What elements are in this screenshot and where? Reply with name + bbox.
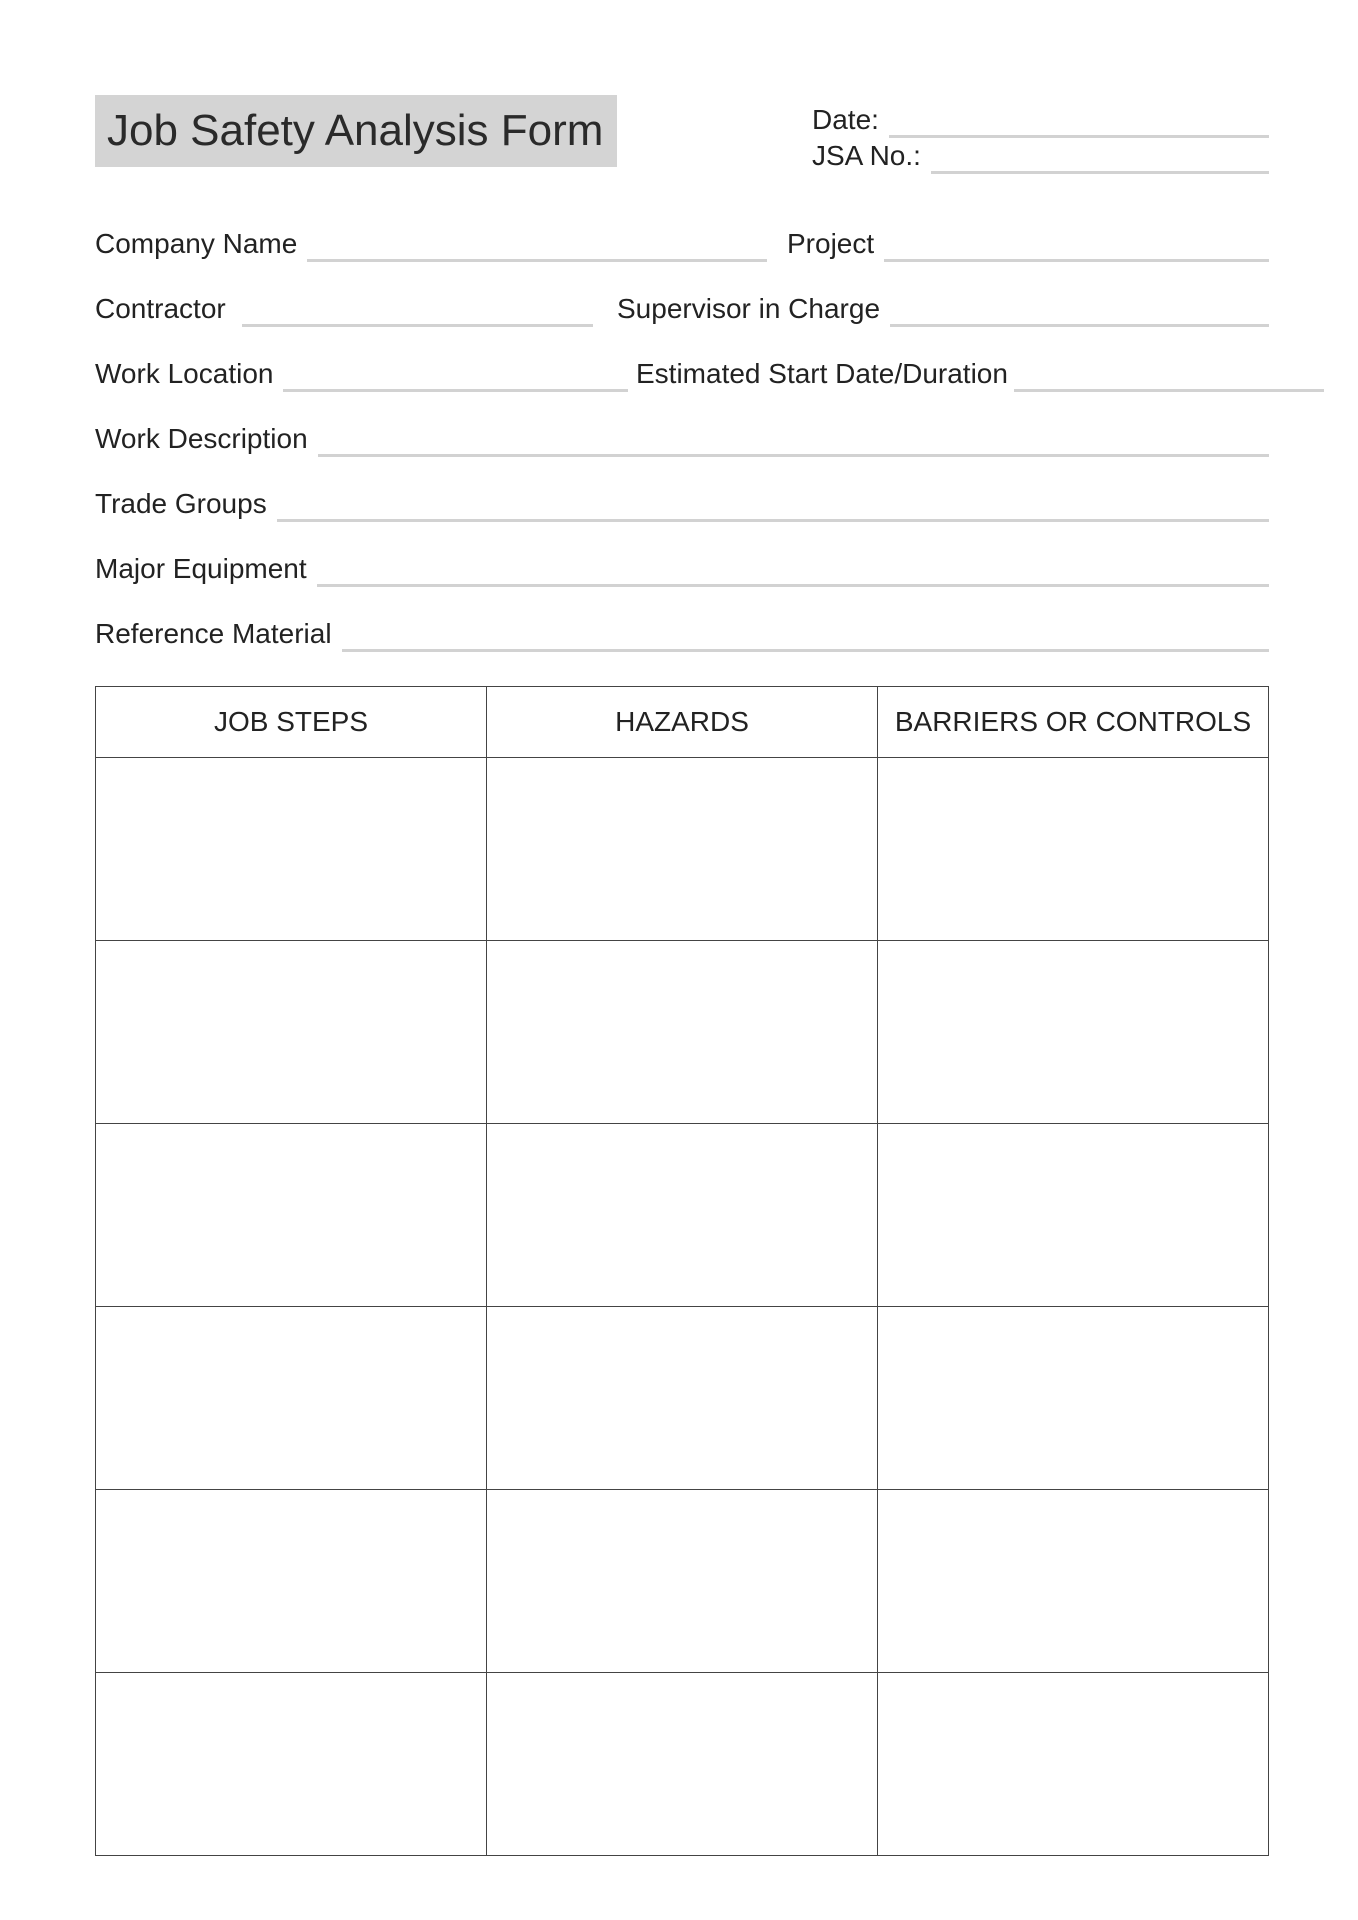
control-cell[interactable] (878, 1673, 1269, 1856)
supervisor-label: Supervisor in Charge (617, 293, 881, 324)
supervisor-input[interactable] (890, 294, 1269, 327)
project-label: Project (787, 228, 875, 259)
trade-groups-field (95, 482, 1269, 522)
control-cell[interactable] (878, 758, 1269, 941)
project-input[interactable] (884, 229, 1269, 262)
work-location-label: Work Location (95, 358, 274, 389)
company-name-input[interactable] (307, 229, 767, 262)
job-step-cell[interactable] (96, 1673, 487, 1856)
header-hazards: HAZARDS (487, 687, 878, 758)
job-step-cell[interactable] (96, 941, 487, 1124)
table-header-row (96, 687, 1269, 758)
job-step-cell[interactable] (96, 1490, 487, 1673)
work-description-input[interactable] (318, 424, 1269, 457)
hazard-cell[interactable] (487, 941, 878, 1124)
table-row (96, 941, 1269, 1124)
supervisor-field (617, 287, 1269, 327)
control-cell[interactable] (878, 1124, 1269, 1307)
company-name-label: Company Name (95, 228, 298, 259)
hazard-cell[interactable] (487, 1490, 878, 1673)
jsa-no-label: JSA No.: (812, 140, 921, 171)
start-date-label: Estimated Start Date/Duration (636, 358, 1008, 389)
jsa-no-field (812, 134, 1269, 174)
hazard-cell[interactable] (487, 1124, 878, 1307)
work-description-label: Work Description (95, 423, 308, 454)
work-location-input[interactable] (283, 359, 628, 392)
job-step-cell[interactable] (96, 1307, 487, 1490)
project-field (787, 222, 1269, 262)
control-cell[interactable] (878, 1490, 1269, 1673)
contractor-input[interactable] (242, 294, 593, 327)
control-cell[interactable] (878, 941, 1269, 1124)
table-row (96, 758, 1269, 941)
control-cell[interactable] (878, 1307, 1269, 1490)
major-equipment-input[interactable] (317, 554, 1269, 587)
major-equipment-field (95, 547, 1269, 587)
trade-groups-label: Trade Groups (95, 488, 267, 519)
header-job-steps: JOB STEPS (96, 687, 487, 758)
job-step-cell[interactable] (96, 1124, 487, 1307)
hazard-cell[interactable] (487, 1673, 878, 1856)
start-date-field (636, 352, 1269, 392)
start-date-input[interactable] (1014, 359, 1324, 392)
date-label: Date: (812, 104, 879, 135)
table-row (96, 1307, 1269, 1490)
job-step-cell[interactable] (96, 758, 487, 941)
form-title: Job Safety Analysis Form (107, 106, 604, 155)
reference-material-field (95, 612, 1269, 652)
form-title-box (95, 95, 617, 167)
reference-material-label: Reference Material (95, 618, 332, 649)
table-row (96, 1673, 1269, 1856)
jsa-no-input[interactable] (931, 141, 1269, 174)
table-row (96, 1124, 1269, 1307)
header-barriers-controls: BARRIERS OR CONTROLS (878, 687, 1269, 758)
major-equipment-label: Major Equipment (95, 553, 307, 584)
table-row (96, 1490, 1269, 1673)
company-name-field (95, 222, 767, 262)
hazard-cell[interactable] (487, 1307, 878, 1490)
contractor-field (95, 287, 593, 327)
hazard-cell[interactable] (487, 758, 878, 941)
date-field (812, 98, 1269, 138)
work-location-field (95, 352, 628, 392)
reference-material-input[interactable] (342, 619, 1269, 652)
work-description-field (95, 417, 1269, 457)
trade-groups-input[interactable] (277, 489, 1269, 522)
jsa-table (95, 686, 1269, 1856)
contractor-label: Contractor (95, 293, 226, 324)
